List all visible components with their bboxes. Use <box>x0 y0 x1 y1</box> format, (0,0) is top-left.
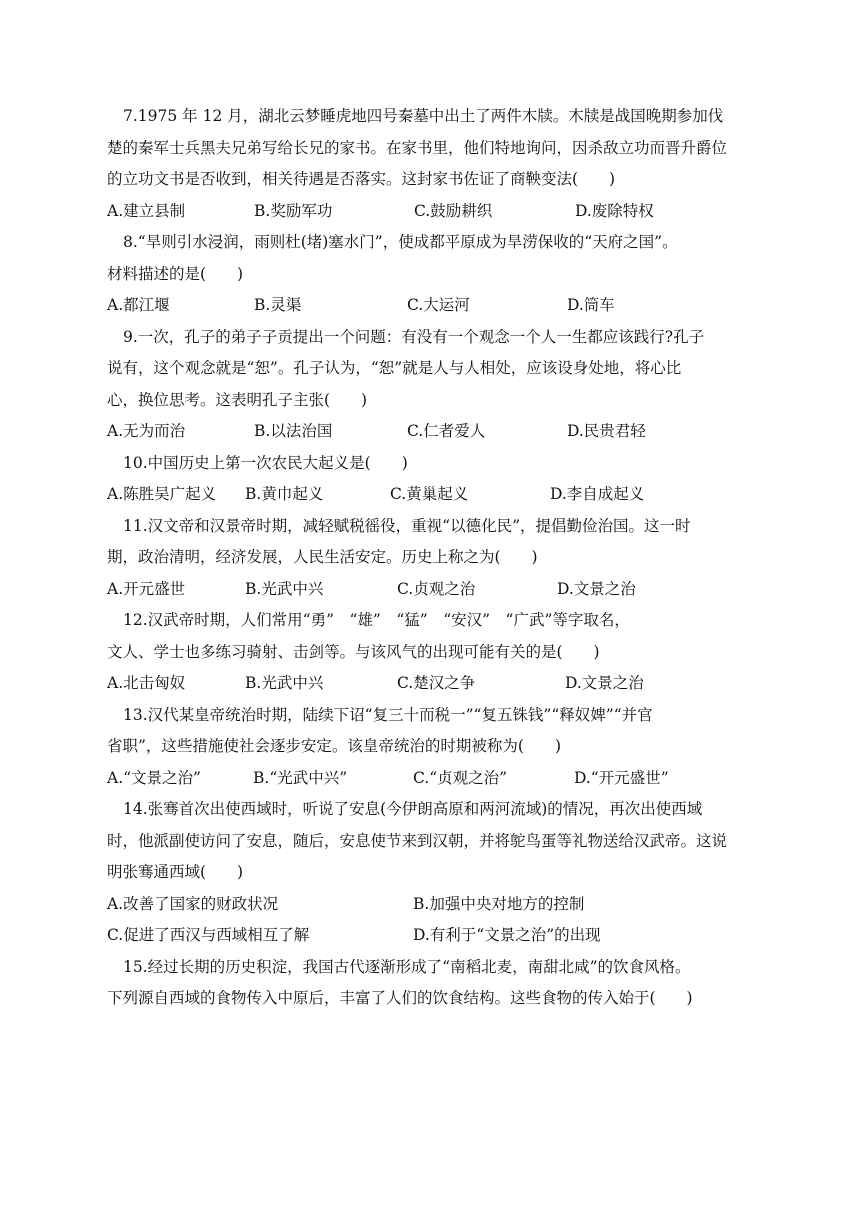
question-7-options <box>107 201 747 221</box>
question-7-option-c: C.鼓励耕织 <box>414 202 493 220</box>
question-9-options <box>107 421 747 441</box>
question-15-line-1: 15.经过长期的历史积淀，我国古代逐渐形成了“南稻北麦，南甜北咸”的饮食风格。 <box>123 958 691 976</box>
question-13-line-1: 13.汉代某皇帝统治时期，陆续下诏“复三十而税一”“复五铢钱”“释奴婢”“并官 <box>123 706 653 724</box>
question-12-option-c: C.楚汉之争 <box>397 674 476 692</box>
question-14-line-2: 时，他派副使访问了安息，随后，安息使节来到汉朝，并将鸵鸟蛋等礼物送给汉武帝。这说 <box>107 832 728 850</box>
question-12-option-a: A.北击匈奴 <box>107 674 186 692</box>
question-10-option-d: D.李自成起义 <box>550 485 645 503</box>
question-8-option-d: D.筒车 <box>567 296 615 314</box>
question-7-line-3: 的立功文书是否收到，相关待遇是否落实。这封家书佐证了商鞅变法( ) <box>107 170 616 188</box>
question-9-option-a: A.无为而治 <box>107 422 186 440</box>
question-12-option-b: B.光武中兴 <box>245 674 324 692</box>
question-7-line-1: 7.1975 年 12 月，湖北云梦睡虎地四号秦墓中出土了两件木牍。木牍是战国晚期参加伐 <box>123 107 724 125</box>
question-9-line-1: 9.一次，孔子的弟子子贡提出一个问题：有没有一个观念一个人一生都应该践行?孔子 <box>123 328 705 346</box>
question-11-option-d: D.文景之治 <box>557 580 636 598</box>
question-14-options-row-1 <box>107 894 747 914</box>
question-9-line-2: 说有，这个观念就是“恕”。孔子认为，“恕”就是人与人相处，应该设身处地，将心比 <box>107 359 682 377</box>
question-13-option-a: A.“文景之治” <box>107 769 201 787</box>
question-8-line-2: 材料描述的是( ) <box>107 265 244 283</box>
question-10-options <box>107 484 747 504</box>
question-9-option-b: B.以法治国 <box>254 422 333 440</box>
question-12-options <box>107 673 747 693</box>
question-10-option-c: C.黄巢起义 <box>390 485 469 503</box>
question-13-option-d: D.“开元盛世” <box>574 769 669 787</box>
question-9-option-d: D.民贵君轻 <box>567 422 646 440</box>
question-8-option-c: C.大运河 <box>407 296 470 314</box>
question-12-line-1: 12.汉武帝时期，人们常用“勇” “雄” “猛” “安汉” “广武”等字取名， <box>123 611 630 629</box>
question-13-option-b: B.“光武中兴” <box>253 769 348 787</box>
question-9-line-3: 心，换位思考。这表明孔子主张( ) <box>107 391 368 409</box>
question-15-line-2: 下列源自西域的食物传入中原后，丰富了人们的饮食结构。这些食物的传入始于( ) <box>107 989 693 1007</box>
question-12-line-2: 文人、学士也多练习骑射、击剑等。与该风气的出现可能有关的是( ) <box>107 643 600 661</box>
question-11-option-c: C.贞观之治 <box>397 580 476 598</box>
question-9-option-c: C.仁者爱人 <box>407 422 486 440</box>
question-8-line-1: 8.“旱则引水浸润，雨则杜(堵)塞水门”，使成都平原成为旱涝保收的“天府之国”。 <box>123 233 678 251</box>
question-8-option-a: A.都江堰 <box>107 296 170 314</box>
question-7-option-d: D.废除特权 <box>575 202 654 220</box>
question-14-option-b: B.加强中央对地方的控制 <box>413 895 585 913</box>
question-13-line-2: 省职”，这些措施使社会逐步安定。该皇帝统治的时期被称为( ) <box>107 737 562 755</box>
question-10-option-a: A.陈胜吴广起义 <box>107 485 217 503</box>
question-7-line-2: 楚的秦军士兵黑夫兄弟写给长兄的家书。在家书里，他们特地询问，因杀敌立功而晋升爵位 <box>107 139 728 157</box>
question-11-line-1: 11.汉文帝和汉景帝时期，减轻赋税徭役，重视“以德化民”，提倡勤俭治国。这一时 <box>123 517 691 535</box>
question-7-option-a: A.建立县制 <box>107 202 186 220</box>
question-14-line-1: 14.张骞首次出使西域时，听说了安息(今伊朗高原和两河流域)的情况，再次出使西域 <box>123 800 703 818</box>
question-10-line-1: 10.中国历史上第一次农民大起义是( ) <box>123 454 408 472</box>
question-8-option-b: B.灵渠 <box>254 296 302 314</box>
question-11-line-2: 期，政治清明，经济发展，人民生活安定。历史上称之为( ) <box>107 548 538 566</box>
question-14-option-a: A.改善了国家的财政状况 <box>107 895 279 913</box>
question-10-option-b: B.黄巾起义 <box>245 485 324 503</box>
question-14-options-row-2 <box>107 925 747 945</box>
question-14-line-3: 明张骞通西域( ) <box>107 863 244 881</box>
question-14-option-d: D.有利于“文景之治”的出现 <box>413 926 601 944</box>
question-11-option-b: B.光武中兴 <box>245 580 324 598</box>
question-8-options <box>107 295 747 315</box>
question-13-option-c: C.“贞观之治” <box>413 769 508 787</box>
question-14-option-c: C.促进了西汉与西域相互了解 <box>107 926 310 944</box>
question-11-options <box>107 579 747 599</box>
question-12-option-d: D.文景之治 <box>565 674 644 692</box>
question-11-option-a: A.开元盛世 <box>107 580 186 598</box>
question-7-option-b: B.奖励军功 <box>254 202 333 220</box>
question-13-options <box>107 768 747 788</box>
